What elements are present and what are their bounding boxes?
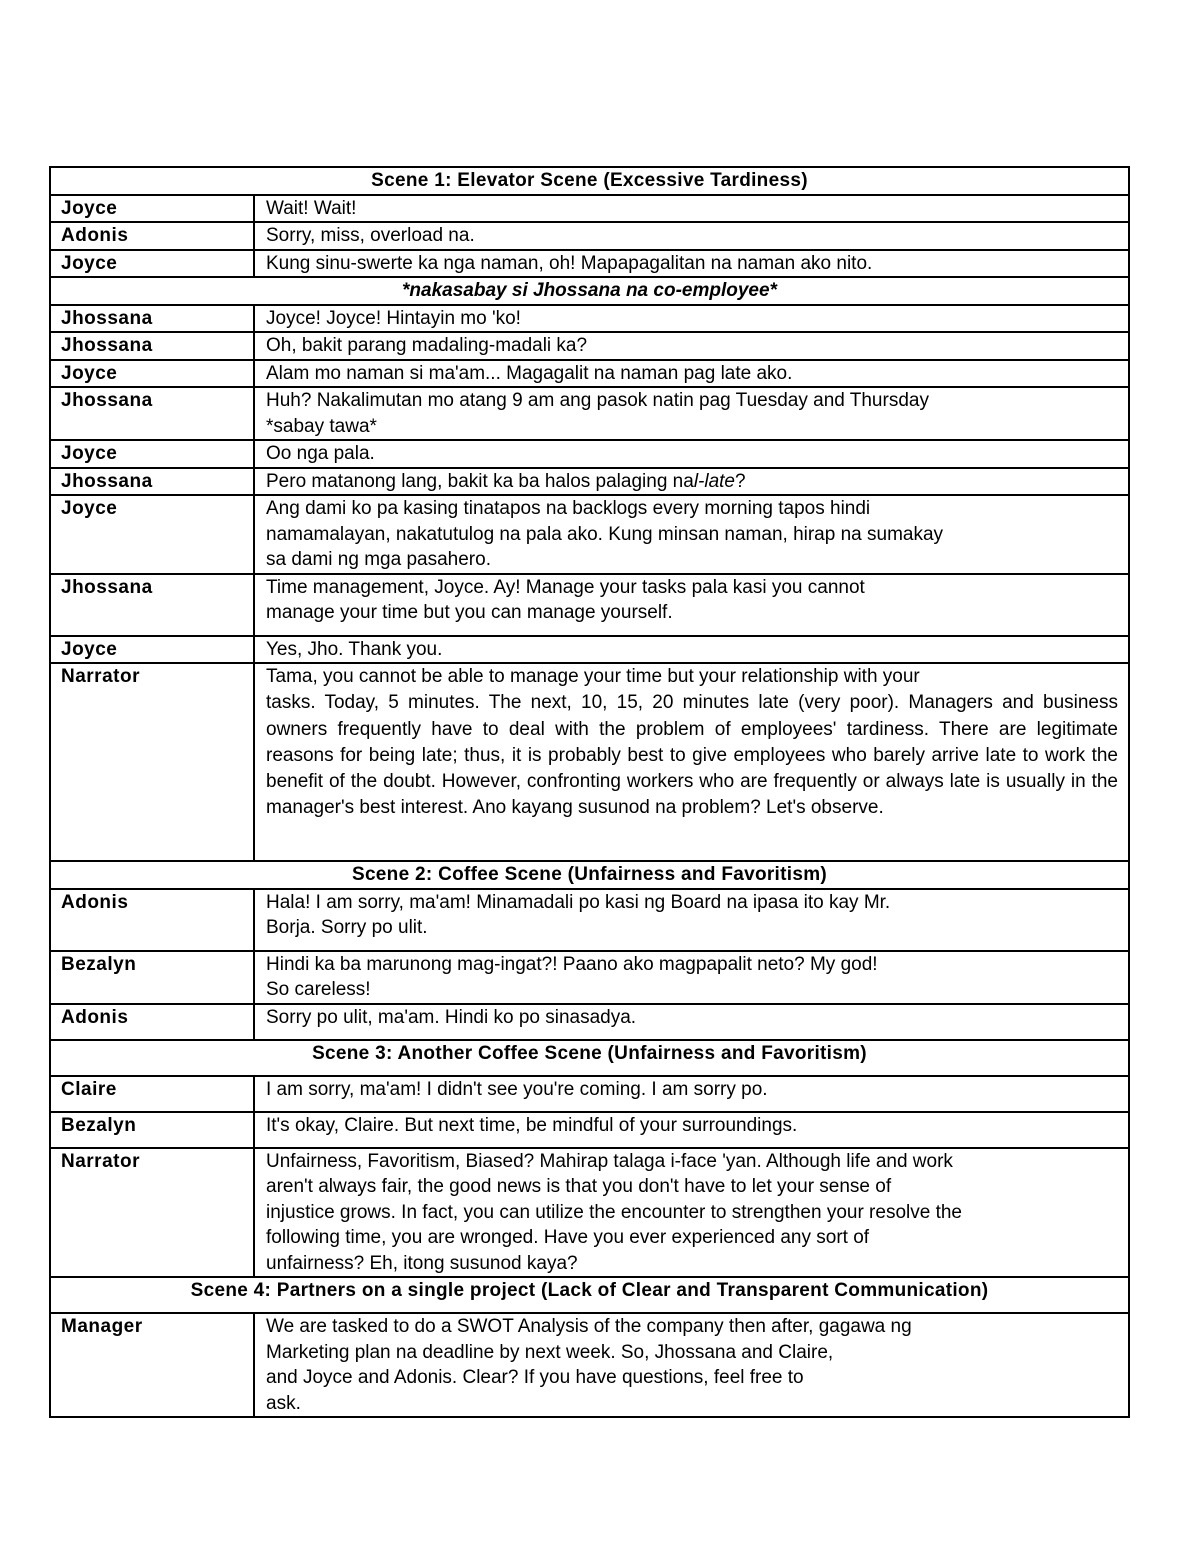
speaker-name: Joyce — [50, 440, 254, 468]
dialogue-row — [50, 663, 1129, 861]
speaker-name: Adonis — [50, 1004, 254, 1040]
dialogue-row — [50, 222, 1129, 250]
speaker-name: Narrator — [50, 663, 254, 861]
dialogue-line-text: ? — [735, 470, 746, 492]
dialogue-line: Hindi ka ba marunong mag-ingat?! Paano ako magpapalit neto? My god! So careless! — [254, 951, 1129, 1004]
speaker-name: Jhossana — [50, 305, 254, 333]
dialogue-line-text: Pero matanong lang, bakit ka ba halos palaging na — [266, 470, 694, 492]
dialogue-row — [50, 636, 1129, 664]
speaker-name: Adonis — [50, 889, 254, 951]
dialogue-line: Wait! Wait! — [254, 195, 1129, 223]
dialogue-line: Oo nga pala. — [254, 440, 1129, 468]
dialogue-line: Sorry, miss, overload na. — [254, 222, 1129, 250]
stage-direction: *nakasabay si Jhossana na co-employee* — [50, 277, 1129, 305]
dialogue-row — [50, 1004, 1129, 1040]
dialogue-line: Oh, bakit parang madaling-madali ka? — [254, 332, 1129, 360]
scene-title-row — [50, 1277, 1129, 1313]
dialogue-row — [50, 468, 1129, 496]
dialogue-row — [50, 495, 1129, 574]
scene-title-row — [50, 167, 1129, 195]
speaker-name: Jhossana — [50, 574, 254, 636]
dialogue-line: Joyce! Joyce! Hintayin mo 'ko! — [254, 305, 1129, 333]
scene-title: Scene 3: Another Coffee Scene (Unfairness and Favoritism) — [50, 1040, 1129, 1076]
dialogue-line: Kung sinu-swerte ka nga naman, oh! Mapapagalitan na naman ako nito. — [254, 250, 1129, 278]
dialogue-line: I am sorry, ma'am! I didn't see you're coming. I am sorry po. — [254, 1076, 1129, 1112]
dialogue-row — [50, 440, 1129, 468]
dialogue-row — [50, 387, 1129, 440]
speaker-name: Joyce — [50, 195, 254, 223]
speaker-name: Joyce — [50, 495, 254, 574]
dialogue-row — [50, 250, 1129, 278]
dialogue-row — [50, 1076, 1129, 1112]
dialogue-row — [50, 951, 1129, 1004]
speaker-name: Joyce — [50, 360, 254, 388]
scene-title-row — [50, 861, 1129, 889]
speaker-name: Jhossana — [50, 332, 254, 360]
dialogue-line: We are tasked to do a SWOT Analysis of the company then after, gagawa ng Marketing plan na deadline by next week. So, Jhossana and Claire, and Joyce and Adonis. Clear? If you have questions, feel free to ask. — [254, 1313, 1129, 1417]
dialogue-line: Unfairness, Favoritism, Biased? Mahirap talaga i-face 'yan. Although life and work aren't always fair, the good news is that you don't have to let your sense of injustice grows. In fact, you can utilize the encounter to strengthen your resolve the following time, you are wronged. Have you ever experienced any sort of unfairness? Eh, itong susunod kaya? — [254, 1148, 1129, 1278]
script-table — [49, 166, 1130, 1418]
scene-title-row — [50, 1040, 1129, 1076]
dialogue-row — [50, 332, 1129, 360]
speaker-name: Bezalyn — [50, 951, 254, 1004]
dialogue-line — [254, 468, 1129, 496]
speaker-name: Joyce — [50, 636, 254, 664]
dialogue-row — [50, 1148, 1129, 1278]
speaker-name: Manager — [50, 1313, 254, 1417]
dialogue-row — [50, 1313, 1129, 1417]
scene-title: Scene 1: Elevator Scene (Excessive Tardiness) — [50, 167, 1129, 195]
speaker-name: Joyce — [50, 250, 254, 278]
scene-title: Scene 4: Partners on a single project (Lack of Clear and Transparent Communication) — [50, 1277, 1129, 1313]
dialogue-row — [50, 195, 1129, 223]
dialogue-line: Tama, you cannot be able to manage your time but your relationship with your tasks. Today, 5 minutes. The next, 10, 15, 20 minutes late (very poor). Managers and business owners frequently have to deal with the problem of employees' tardiness. There are legitimate reasons for being late; thus, it is probably best to give employees who barely arrive late to work the benefit of the doubt. However, confronting workers who are frequently or always late is usually in the manager's best interest. Ano kayang susunod na problem? Let's observe. — [254, 663, 1129, 861]
speaker-name: Jhossana — [50, 387, 254, 440]
dialogue-line: Sorry po ulit, ma'am. Hindi ko po sinasadya. — [254, 1004, 1129, 1040]
speaker-name: Claire — [50, 1076, 254, 1112]
speaker-name: Bezalyn — [50, 1112, 254, 1148]
speaker-name: Adonis — [50, 222, 254, 250]
stage-direction-row — [50, 277, 1129, 305]
dialogue-row — [50, 1112, 1129, 1148]
speaker-name: Narrator — [50, 1148, 254, 1278]
dialogue-row — [50, 889, 1129, 951]
dialogue-line-italic: l-late — [693, 470, 735, 492]
dialogue-line: Ang dami ko pa kasing tinatapos na backlogs every morning tapos hindi namamalayan, nakatutulog na pala ako. Kung minsan naman, hirap na sumakay sa dami ng mga pasahero. — [254, 495, 1129, 574]
dialogue-row — [50, 360, 1129, 388]
dialogue-line: Time management, Joyce. Ay! Manage your tasks pala kasi you cannot manage your time but you can manage yourself. — [254, 574, 1129, 636]
dialogue-line: Huh? Nakalimutan mo atang 9 am ang pasok natin pag Tuesday and Thursday *sabay tawa* — [254, 387, 1129, 440]
dialogue-row — [50, 574, 1129, 636]
dialogue-line: It's okay, Claire. But next time, be mindful of your surroundings. — [254, 1112, 1129, 1148]
dialogue-row — [50, 305, 1129, 333]
dialogue-line: Yes, Jho. Thank you. — [254, 636, 1129, 664]
speaker-name: Jhossana — [50, 468, 254, 496]
scene-title: Scene 2: Coffee Scene (Unfairness and Favoritism) — [50, 861, 1129, 889]
dialogue-line: Alam mo naman si ma'am... Magagalit na naman pag late ako. — [254, 360, 1129, 388]
dialogue-line: Hala! I am sorry, ma'am! Minamadali po kasi ng Board na ipasa ito kay Mr. Borja. Sorry po ulit. — [254, 889, 1129, 951]
